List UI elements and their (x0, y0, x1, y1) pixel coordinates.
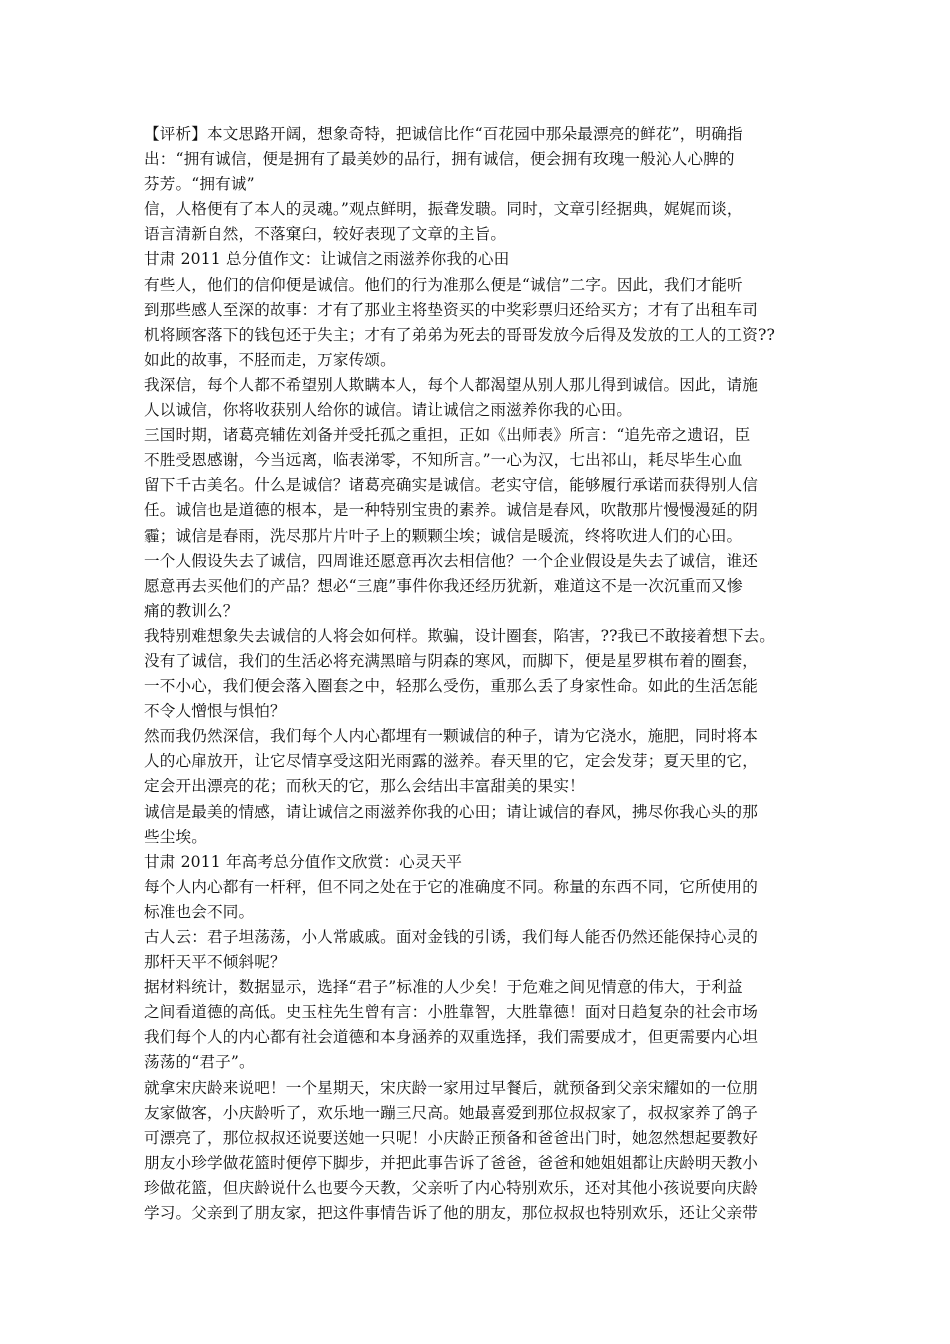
text-line: 一个人假设失去了诚信，四周谁还愿意再次去相信他？一个企业假设是失去了诚信，谁还 (144, 551, 759, 570)
text-line: 任。诚信也是道德的根本，是一种特别宝贵的素养。诚信是春风，吹散那片慢慢漫延的阴 (144, 501, 759, 520)
text-line: 我们每个人的内心都有社会道德和本身涵养的双重选择，我们需要成才，但更需要内心坦 (144, 1028, 759, 1047)
text-line: 我深信，每个人都不希望别人欺瞒本人，每个人都渴望从别人那儿得到诚信。因此，请施 (144, 375, 759, 394)
text-line: 朋友小珍学做花篮时便停下脚步，并把此事告诉了爸爸，爸爸和她姐姐都让庆龄明天教小 (144, 1153, 759, 1172)
text-line: 珍做花篮，但庆龄说什么也要今天教，父亲听了内心特别欢乐，还对其他小孩说要向庆龄 (144, 1178, 759, 1197)
text-line: 古人云：君子坦荡荡，小人常戚戚。面对金钱的引诱，我们每人能否仍然还能保持心灵的 (144, 928, 759, 946)
text-line: 我特别难想象失去诚信的人将会如何样。欺骗，设计圈套，陷害，??我已不敢接着想下去。 (144, 626, 776, 645)
text-line: 芬芳。“拥有诚” (144, 175, 255, 194)
text-line: 学习。父亲到了朋友家，把这件事情告诉了他的朋友，那位叔叔也特别欢乐，还让父亲带 (144, 1204, 759, 1223)
section-heading: 甘肃 2011 总分值作文：让诚信之雨滋养你我的心田 (144, 250, 510, 269)
text-line: 【评析】本文思路开阔，想象奇特，把诚信比作“百花园中那朵最漂亮的鲜花”，明确指 (144, 125, 743, 143)
text-line: 痛的教训么？ (144, 601, 239, 620)
document-body (144, 122, 814, 1226)
text-line: 不胜受恩感谢，今当远离，临表涕零，不知所言。”一心为汉，七出祁山，耗尽毕生心血 (144, 451, 743, 470)
text-line: 荡荡的“君子”。 (144, 1053, 255, 1072)
text-line: 三国时期，诸葛亮辅佐刘备并受托孤之重担，正如《出师表》所言：“追先帝之遗诏，臣 (144, 426, 751, 445)
text-line: 没有了诚信，我们的生活必将充满黑暗与阴森的寒风，而脚下，便是星罗棋布着的圈套， (144, 651, 759, 670)
text-line: 标准也会不同。 (144, 902, 255, 921)
text-line: 那杆天平不倾斜呢？ (144, 953, 286, 972)
text-line: 一不小心，我们便会落入圈套之中，轻那么受伤，重那么丢了身家性命。如此的生活怎能 (144, 677, 759, 696)
text-line: 可漂亮了，那位叔叔还说要送她一只呢！小庆龄正预备和爸爸出门时，她忽然想起要教好 (144, 1128, 759, 1147)
text-line: 人以诚信，你将收获别人给你的诚信。请让诚信之雨滋养你我的心田。 (144, 401, 633, 420)
text-line: 如此的故事，不胫而走，万家传颂。 (144, 350, 396, 369)
text-line: 定会开出漂亮的花；而秋天的它，那么会结出丰富甜美的果实！ (144, 777, 585, 796)
text-line: 友家做客，小庆龄听了，欢乐地一蹦三尺高。她最喜爱到那位叔叔家了，叔叔家养了鸽子 (144, 1103, 759, 1122)
text-line: 每个人内心都有一杆秤，但不同之处在于它的准确度不同。称量的东西不同，它所使用的 (144, 877, 759, 896)
text-line: 之间看道德的高低。史玉柱先生曾有言：小胜靠智，大胜靠德！面对日趋复杂的社会市场 (144, 1003, 759, 1022)
text-line: 出：“拥有诚信，便是拥有了最美妙的品行，拥有诚信，便会拥有玫瑰一般沁人心脾的 (144, 150, 735, 169)
text-line: 信，人格便有了本人的灵魂。”观点鲜明，振聋发聩。同时，文章引经据典，娓娓而谈， (144, 200, 743, 219)
text-line: 然而我仍然深信，我们每个人内心都埋有一颗诚信的种子，请为它浇水，施肥，同时将本 (144, 727, 759, 746)
text-line: 霾；诚信是春雨，洗尽那片片叶子上的颗颗尘埃；诚信是暖流，终将吹进人们的心田。 (144, 526, 743, 545)
text-line: 据材料统计，数据显示，选择“君子”标准的人少矣！于危难之间见情意的伟大，于利益 (144, 978, 743, 997)
text-line: 有些人，他们的信仰便是诚信。他们的行为准那么便是“诚信”二字。因此，我们才能听 (144, 275, 743, 294)
text-line: 人的心扉放开，让它尽情享受这阳光雨露的滋养。春天里的它，定会发芽；夏天里的它， (144, 752, 759, 771)
text-line: 不令人憎恨与惧怕？ (144, 702, 286, 721)
text-line: 语言清新自然，不落窠臼，较好表现了文章的主旨。 (144, 225, 507, 244)
text-line: 机将顾客落下的钱包还于失主；才有了弟弟为死去的哥哥发放今后得及发放的工人的工资?? (144, 325, 776, 344)
text-line: 诚信是最美的情感，请让诚信之雨滋养你我的心田；请让诚信的春风，拂尽你我心头的那 (144, 802, 759, 821)
text-line: 愿意再去买他们的产品？想必“三鹿”事件你我还经历犹新，难道这不是一次沉重而又惨 (144, 576, 743, 595)
section-heading: 甘肃 2011 年高考总分值作文欣赏：心灵天平 (144, 852, 463, 871)
text-line: 到那些感人至深的故事：才有了那业主将垫资买的中奖彩票归还给买方；才有了出租车司 (144, 300, 759, 319)
text-line: 留下千古美名。什么是诚信？诸葛亮确实是诚信。老实守信，能够履行承诺而获得别人信 (144, 476, 759, 495)
text-line: 就拿宋庆龄来说吧！一个星期天，宋庆龄一家用过早餐后，就预备到父亲宋耀如的一位朋 (144, 1078, 759, 1097)
text-line: 些尘埃。 (144, 827, 207, 846)
